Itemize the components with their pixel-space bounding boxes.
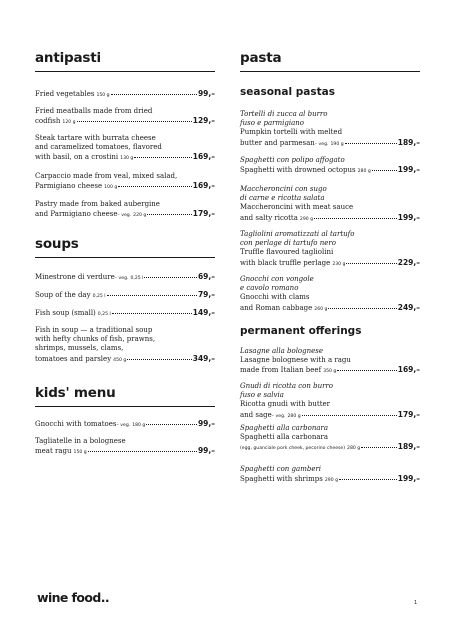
italian-dish-name: Tortelli di zucca al burro <box>240 110 328 118</box>
dish-price-line <box>240 213 420 224</box>
dish-price-line <box>35 89 215 100</box>
dish-price-line <box>35 272 215 283</box>
section-title-antipasti: antipasti <box>35 50 101 66</box>
section-rule <box>35 257 215 258</box>
dish-price: 199,– <box>397 474 420 484</box>
dish-description: with basil, on a crostini <box>35 153 119 162</box>
dish-price: 79,– <box>197 290 215 299</box>
italian-dish-name: Spaghetti con polipo affogato <box>240 156 345 164</box>
dish-note: – veg. <box>116 423 131 428</box>
menu-item <box>240 347 420 365</box>
dish-weight: 120 g <box>62 120 76 126</box>
menu-item <box>35 172 215 192</box>
section-rule <box>240 71 420 72</box>
leader-dots <box>127 359 191 360</box>
dish-weight: 0,25 l <box>92 294 106 299</box>
leader-dots <box>112 313 192 314</box>
dish-price-line <box>240 258 420 269</box>
dish-price-line <box>35 181 215 192</box>
dish-description: and Parmigiano cheese <box>35 210 118 219</box>
dish-price-line <box>35 419 215 430</box>
dish-price-line <box>240 165 420 176</box>
dish-price-line <box>35 290 215 301</box>
dish-weight: 180 g <box>132 423 146 428</box>
leader-dots <box>146 424 197 425</box>
dish-price-line <box>35 354 215 365</box>
menu-item <box>35 326 215 365</box>
menu-item <box>35 134 215 164</box>
subsection-title-seasonal: seasonal pastas <box>240 86 335 98</box>
dish-weight: 150 g <box>73 450 87 456</box>
section-title-pasta: pasta <box>240 50 282 66</box>
dish-price: 199,– <box>397 165 420 175</box>
dish-price: 169,– <box>192 181 215 191</box>
leader-dots <box>361 447 397 448</box>
section-title-kids-menu: kids' menu <box>35 385 116 401</box>
italian-dish-name: fuso e parmigiano <box>240 119 304 128</box>
section-rule <box>35 406 215 407</box>
menu-item <box>35 89 215 100</box>
dish-price: 99,– <box>197 419 215 428</box>
dish-description: and Roman cabbage <box>240 303 313 312</box>
dish-weight: 0,25 l <box>97 312 111 317</box>
dish-description: Pumpkin tortelli with melted <box>240 128 343 137</box>
dish-price-line <box>240 303 420 314</box>
dish-description: meat ragu <box>35 447 72 456</box>
dish-description: codfish <box>35 117 61 126</box>
italian-dish-name: Maccheroncini con sugo <box>240 185 327 193</box>
dish-description: Steak tartare with burrata cheese <box>35 134 156 142</box>
dish-description: Carpaccio made from veal, mixed salad, <box>35 172 178 180</box>
dish-description: Soup of the day <box>35 291 91 299</box>
menu-item <box>35 272 215 283</box>
leader-dots <box>147 214 191 215</box>
dish-weight: 280 g <box>357 169 371 175</box>
dish-description: Spaghetti with shrimps <box>240 475 323 484</box>
leader-dots <box>328 308 396 309</box>
dish-description: Fish soup (small) <box>35 309 96 317</box>
dish-description: Lasagne bolognese with a ragu <box>240 356 351 365</box>
dish-price: 199,– <box>397 212 420 222</box>
dish-note: – veg. <box>114 276 129 281</box>
leader-dots <box>88 451 197 452</box>
italian-dish-name: Tagliolini aromatizzati al tartufo <box>240 230 355 238</box>
dish-note: (egg, guanciale pork cheek, pecorino cheese) <box>240 446 346 451</box>
italian-dish-name: Gnudi di ricotta con burro <box>240 382 334 390</box>
dish-weight: 150 g <box>96 93 110 98</box>
dish-note: – veg. <box>117 213 132 219</box>
menu-item <box>35 107 215 127</box>
dish-price-line <box>35 152 215 163</box>
menu-item <box>35 290 215 301</box>
wine-food-logo: wine food.. <box>37 590 110 605</box>
section-title-soups: soups <box>35 236 79 252</box>
menu-item <box>240 110 420 149</box>
menu-item <box>35 437 215 457</box>
dish-price: 69,– <box>197 272 215 281</box>
dish-description: Maccheroncini with meat sauce <box>240 203 354 212</box>
dish-description: made from Italian beef <box>240 366 322 374</box>
dish-price-line <box>35 446 215 457</box>
leader-dots <box>314 218 397 219</box>
dish-weight: 280 g <box>287 413 301 419</box>
menu-item <box>240 275 420 314</box>
dish-price-line <box>240 365 420 376</box>
dish-price: 169,– <box>397 365 420 374</box>
menu-item <box>35 419 215 430</box>
dish-price-line <box>240 474 420 485</box>
dish-price: 229,– <box>397 257 420 267</box>
menu-item <box>240 382 420 421</box>
dish-price-line <box>240 410 420 421</box>
dish-price: 249,– <box>397 302 420 312</box>
dish-description: Ricotta gnudi with butter <box>240 400 330 409</box>
menu-item <box>240 365 420 376</box>
dish-note: – veg. <box>314 141 329 147</box>
dish-description: and salty ricotta <box>240 213 298 222</box>
dish-description: Gnocchi with tomatoes <box>35 420 117 428</box>
menu-item <box>240 424 420 442</box>
dish-description: with hefty chunks of fish, prawns, <box>35 335 156 344</box>
dish-description: Fish in soup — a traditional soup <box>35 326 153 334</box>
dish-weight: 190 g <box>330 141 344 147</box>
leader-dots <box>118 186 191 187</box>
menu-item <box>240 442 420 453</box>
dish-description: and sage <box>240 410 272 419</box>
dish-weight: 290 g <box>324 478 339 484</box>
dish-price: 99,– <box>197 89 215 98</box>
leader-dots <box>77 121 192 122</box>
menu-item <box>240 465 420 485</box>
leader-dots <box>111 94 197 95</box>
dish-description: tomatoes and parsley <box>35 354 112 363</box>
menu-item <box>35 200 215 220</box>
italian-dish-name: Lasagne alla bolognese <box>240 347 324 355</box>
dish-weight: 450 g <box>113 357 127 363</box>
dish-price: 179,– <box>397 409 420 419</box>
dish-price-line <box>240 442 420 453</box>
menu-item <box>240 185 420 224</box>
italian-dish-name: e cavolo romano <box>240 284 299 293</box>
dish-weight: 230 g <box>332 261 346 267</box>
dish-description: Truffle flavoured tagliolini <box>240 248 334 257</box>
leader-dots <box>107 295 197 296</box>
dish-description: Pastry made from baked aubergine <box>35 200 160 208</box>
dish-price-line <box>240 138 420 149</box>
dish-weight: 100 g <box>104 185 118 191</box>
dish-description: with black truffle perlage <box>240 258 331 267</box>
menu-item <box>240 230 420 269</box>
dish-description: butter and parmesan <box>240 138 315 147</box>
leader-dots <box>302 415 397 416</box>
page-number: 1 <box>414 600 418 606</box>
dish-weight: 220 g <box>133 213 147 219</box>
dish-description: shrimps, mussels, clams, <box>35 344 124 353</box>
section-rule <box>35 71 215 72</box>
leader-dots <box>337 370 396 371</box>
italian-dish-name: Gnocchi con vongole <box>240 275 314 283</box>
dish-description: Fried meatballs made from dried <box>35 107 153 115</box>
dish-description: Fried vegetables <box>35 90 95 98</box>
dish-price: 179,– <box>192 209 215 219</box>
dish-weight: 130 g <box>120 156 134 162</box>
italian-dish-name: Spaghetti con gamberi <box>240 465 322 473</box>
dish-price-line <box>35 209 215 220</box>
dish-weight: 0,25 l <box>130 276 144 281</box>
dish-price: 169,– <box>192 152 215 162</box>
subsection-title-permanent: permanent offerings <box>240 325 362 337</box>
leader-dots <box>372 170 397 171</box>
leader-dots <box>134 157 191 158</box>
dish-weight: 350 g <box>323 369 337 374</box>
italian-dish-name: Spaghetti alla carbonara <box>240 424 329 432</box>
menu-item <box>240 156 420 176</box>
dish-price: 349,– <box>192 353 215 363</box>
dish-weight: 260 g <box>314 306 328 312</box>
leader-dots <box>339 479 397 480</box>
dish-description: Parmigiano cheese <box>35 182 103 191</box>
italian-dish-name: di carne e ricotta salata <box>240 194 325 203</box>
dish-price: 129,– <box>192 116 215 126</box>
dish-description: Gnocchi with clams <box>240 293 310 302</box>
menu-item <box>35 308 215 319</box>
dish-price-line <box>35 116 215 127</box>
leader-dots <box>345 143 397 144</box>
dish-description: Spaghetti with drowned octopus <box>240 166 356 175</box>
dish-price: 149,– <box>192 308 215 317</box>
dish-description: Tagliatelle in a bolognese <box>35 437 126 445</box>
dish-description: Spaghetti alla carbonara <box>240 433 329 442</box>
italian-dish-name: con perlage di tartufo nero <box>240 239 336 248</box>
dish-price: 189,– <box>397 442 420 451</box>
italian-dish-name: fuso e salvia <box>240 391 284 400</box>
dish-description: and caramelized tomatoes, flavored <box>35 143 162 152</box>
dish-price: 189,– <box>397 137 420 147</box>
leader-dots <box>346 263 396 264</box>
dish-weight: 280 g <box>347 446 361 451</box>
dish-price: 99,– <box>197 446 215 456</box>
dish-price-line <box>35 308 215 319</box>
dish-description: Minestrone di verdure <box>35 273 115 281</box>
dish-note: – veg. <box>271 413 286 419</box>
dish-weight: 290 g <box>299 216 314 222</box>
leader-dots <box>144 277 197 278</box>
